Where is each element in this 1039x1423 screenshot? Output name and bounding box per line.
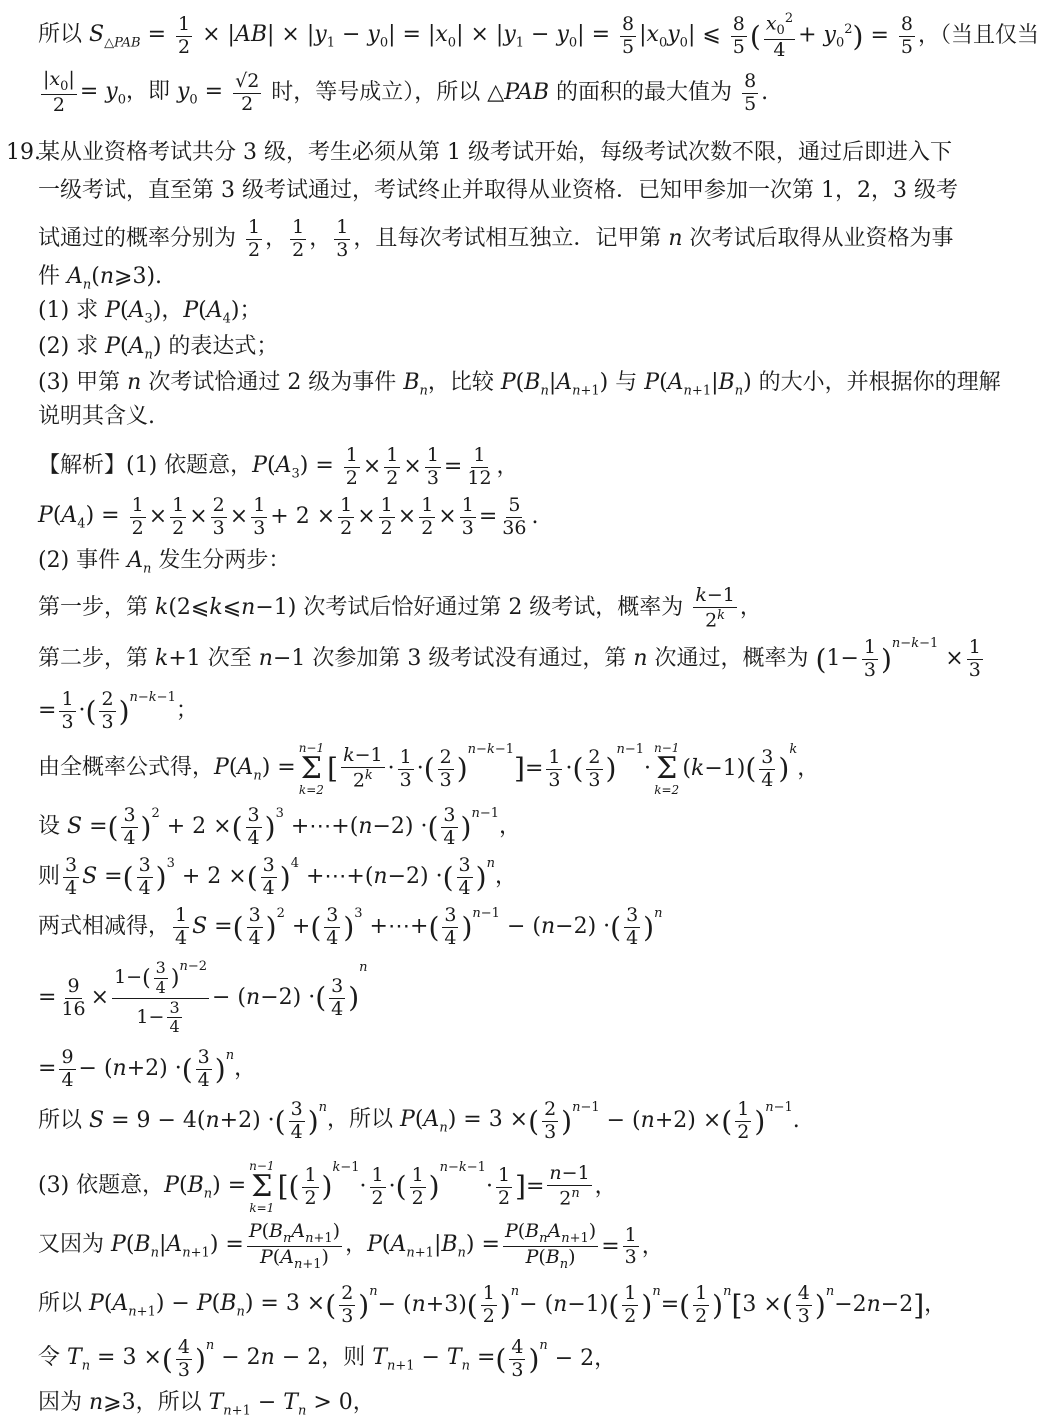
solution-line-18: 因为 n⩾3，所以 $T_{n+1} - T_n > 0$， (38, 1390, 375, 1419)
solution-line-15: 又因为 $P(B_n|A_{n+1})$ = $\frac{P(B_nA_{n+1})}{P(A_{n+1})}$ ，$P(A_{n+1}|B_n)$ = $\frac{P(B_nA_{n+1})}{P(B_n)}$ = $\frac{1}{3}$ ， (38, 1220, 664, 1273)
question-line-3: 试通过的概率分别为 $\frac{1}{2}$ ， $\frac{1}{2}$ ， $\frac{1}{3}$ ，且每次考试相互独立．记甲第 n 次考试后取得从业资格为事 (38, 216, 954, 261)
solution-line-11: = $\frac{9}{16}$ × 1− ( $\frac{3}{4}$ ) $^{n -2}$ 1− $\frac{3}{4}$ − (n−2) · ( $\frac{3}{4}$ ) n (38, 958, 368, 1037)
proof-line-2: $\frac{|x_0|}{2}$ = $y_0$，即 $y_0$ = $\frac{√2}{2}$ 时，等号成立），所以 △PAB 的面积的最大值为 $\frac{8}{5}$ . (43, 68, 769, 117)
solution-line-5: 第二步，第 k+1 次至 n−1 次参加第 3 级考试没有通过，第 n 次通过，概率为 ( 1− $\frac{1}{3}$ ) $^{n -k -1}$ × $\frac{1}{3}$ (38, 636, 981, 681)
question-text: 某从业资格考试共分 3 级，考生必须从第 1 级考试开始，每级考试次数不限，通过后即进入下 (38, 140, 952, 165)
solution-line-4: 第一步，第 k(2⩽k⩽n−1) 次考试后恰好通过第 2 级考试，概率为 $\frac{k-1}{2^k}$ ， (38, 584, 762, 632)
fraction: $\frac{1}{2}$ (178, 12, 191, 58)
solution-line-2: $P(A_4)$ = $\frac{1}{2}$ × $\frac{1}{2}$ × $\frac{2}{3}$ × $\frac{1}{3}$ + 2 × $\frac{1}{2}$ × $\frac{1}{2}$ × $\frac{1}{2}$ × $\frac{1}{3}$ = $\frac{5}{36}$ . (38, 494, 539, 539)
summation: n−1 Σ k=2 (298, 741, 325, 797)
subquestion-1: (1) 求 $P(A_3)$，$P(A_4)$； (38, 298, 262, 327)
question-text: 一级考试，直至第 3 级考试通过，考试终止并取得从业资格．已知甲参加一次第 1，2，3 级考 (38, 178, 958, 203)
solution-line-14: (3) 依题意，$P(B_n)$ = n−1 Σ k=1 [ ( $\frac{1}{2}$ ) $^{k -1}$ · $\frac{1}{2}$ · ( $\frac{1}{2}$ ) $^{n -k -1}$ · $\frac{1}{2}$ ] = $\frac{n-1}{2^n}$ ， (38, 1159, 617, 1215)
solution-line-6: = $\frac{1}{3}$ · ( $\frac{2}{3}$ ) $^{n -k -1}$ ； (38, 688, 198, 733)
proof-line-1: 所以 $S_{\triangle PAB}$ = $\frac{1}{2}$ × $|AB| \times |y_1 - y_0| = |x_0| \times |y_1 - y_0|$ = $\frac{8}{5}$ $|x_0y_0|$ ⩽ $\frac{8}{5}$ ( $\frac{x_0^2}{4}$ + $y_0^2$ ) = $\frac{8}{5}$ ，（当且仅当 (38, 11, 1039, 61)
solution-line-3: (2) 事件 $A_n$ 发生分两步： (38, 548, 291, 577)
subquestion-3: (3) 甲第 n 次考试恰通过 2 级为事件 $B_n$，比较 $P(B_n|A_{n+1})$ 与 $P(A_{n+1}|B_n)$ 的大小，并根据你的理解 (38, 370, 1001, 399)
solution-line-13: 所以 S = 9 − 4(n+2) · ( $\frac{3}{4}$ ) $^n$ ，所以 $P(A_n) = 3$ × ( $\frac{2}{3}$ ) $^{n -1}$ − (n+2) × ( $\frac{1}{2}$ ) $^{n -1}$ . (38, 1098, 800, 1143)
solution-line-9: 则 $\frac{3}{4}$ S = ( $\frac{3}{4}$ ) $^3$ + 2 × ( $\frac{3}{4}$ ) $^4$ +⋯+(n−2) · ( $\frac{3}{4}$ ) $^n$ ， (38, 854, 517, 899)
solution-line-12: = $\frac{9}{4}$ − (n+2) · ( $\frac{3}{4}$ ) $^n$ ， (38, 1046, 257, 1091)
solution-line-10: 两式相减得， $\frac{1}{4}$ S = ( $\frac{3}{4}$ ) $^2$ + ( $\frac{3}{4}$ ) $^3$ +⋯+ ( $\frac{3}{4}$ ) $^{n -1}$ − (n−2) · ( $\frac{3}{4}$ ) $^n$ (38, 904, 663, 949)
solution-line-16: 所以 $P(A_{n+1}) - P(B_n) = 3$ × ( $\frac{2}{3}$ ) $^n$ − (n+3) ( $\frac{1}{2}$ ) $^n$ − (n−1) ( $\frac{1}{2}$ ) $^n$ = ( $\frac{1}{2}$ ) $^n$ [ 3 × ( $\frac{4}{3}$ ) $^n$ −2n−2 ] ， (38, 1282, 947, 1327)
solution-line-8: 设 S = ( $\frac{3}{4}$ ) $^2$ + 2 × ( $\frac{3}{4}$ ) $^3$ +⋯+(n−2) · ( $\frac{3}{4}$ ) $^{n -1}$ ， (38, 804, 522, 849)
question-line-2 (38, 178, 986, 204)
subquestion-3-cont (38, 404, 986, 430)
compound-fraction: 1− ( $\frac{3}{4}$ ) $^{n -2}$ 1− $\frac{3}{4}$ (114, 958, 207, 1037)
solution-line-1: 【解析】(1) 依题意，$P(A_3)$ = $\frac{1}{2}$ × $\frac{1}{2}$ × $\frac{1}{3}$ = $\frac{1}{12}$ ， (38, 444, 519, 489)
question-line-1 (38, 140, 986, 166)
math-text: 所以 $S_{\triangle PAB}$ = (38, 21, 173, 51)
question-line-4: 件 $A_n(n⩾3)$. (38, 264, 163, 293)
solution-line-17: 令 $T_n = 3$ × ( $\frac{4}{3}$ ) $^n$ − 2n − 2，则 $T_{n+1} - T_n$ = ( $\frac{4}{3}$ ) $^n$ − 2， (38, 1336, 617, 1381)
question-text: 说明其含义. (38, 404, 155, 429)
question-number: 19. (6, 140, 41, 165)
subquestion-2: (2) 求 $P(A_n)$ 的表达式； (38, 334, 279, 363)
solution-line-7: 由全概率公式得，$P(A_n)$ = n−1 Σ k=2 [ $\frac{k-1}{2^k}$ · $\frac{1}{3}$ · ( $\frac{2}{3}$ ) $^{n -k -1}$ ] = $\frac{1}{3}$ · ( $\frac{2}{3}$ ) $^{n -1}$ · n−1 Σ k=2 (k−1) ( $\frac{3}{4}$ ) $^k$ ， (38, 741, 820, 797)
